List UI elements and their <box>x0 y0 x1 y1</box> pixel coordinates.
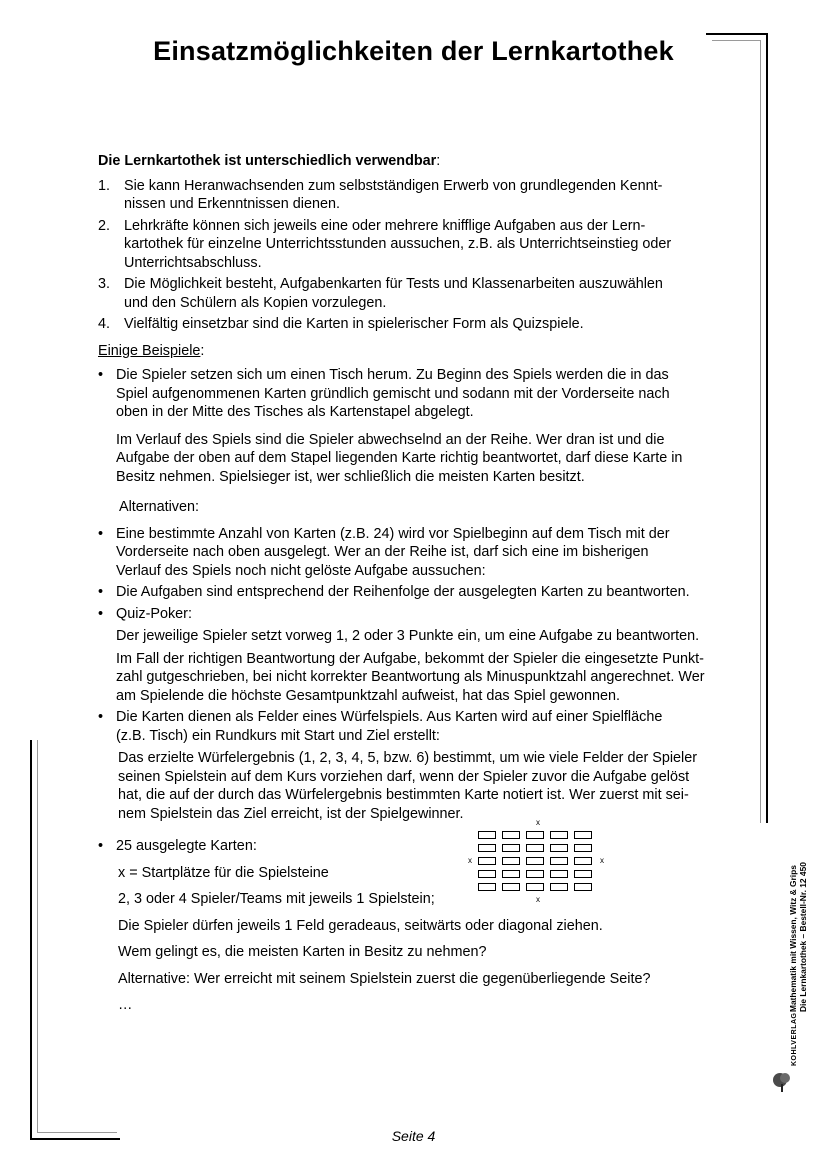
text-line: Verlauf des Spiels noch nicht gelöste Aufgabe aussuchen: <box>116 562 486 579</box>
quiz-paragraph1 <box>116 627 748 646</box>
intro-line <box>98 152 748 171</box>
card-cell <box>502 844 520 852</box>
example1-paragraph2 <box>116 431 748 487</box>
card-cell <box>550 844 568 852</box>
frame-top-right-horizontal <box>706 33 768 35</box>
item-line: Die Möglichkeit besteht, Aufgabenkarten für Tests und Klassenarbeiten auszuwählen <box>124 276 663 292</box>
text-line: Eine bestimmte Anzahl von Karten (z.B. 24) wird vor Spielbeginn auf dem Tisch mit der <box>116 525 670 542</box>
card-cell <box>478 870 496 878</box>
item-line: Vielfältig einsetzbar sind die Karten in spielerischer Form als Quizspiele. <box>124 316 584 332</box>
card-cell <box>478 883 496 891</box>
frame-bottom-left-vertical <box>30 740 32 1140</box>
item-number: 1. <box>98 177 111 194</box>
quiz-paragraph2 <box>116 650 748 706</box>
text-line: 2, 3 oder 4 Spieler/Teams mit jeweils 1 Spielstein; <box>118 891 435 907</box>
publisher-logo-tree-icon <box>770 1070 794 1092</box>
bullet: • <box>98 584 104 600</box>
text-line: x = Startplätze für die Spielsteine <box>118 864 329 881</box>
start-marker-bottom: x <box>536 895 540 904</box>
text-line: oben in der Mitte des Tisches als Kartenstapel abgelegt. <box>116 404 474 420</box>
card-cell <box>526 870 544 878</box>
card-cell <box>550 857 568 865</box>
card-cell <box>526 831 544 839</box>
examples-heading <box>98 342 748 361</box>
intro-colon: : <box>436 153 441 169</box>
text-line: Die Aufgaben sind entsprechend der Reihenfolge der ausgelegten Karten zu beantworten. <box>116 584 690 600</box>
card-cell <box>574 870 592 878</box>
text-line: Die Spieler setzen sich um einen Tisch herum. Zu Beginn des Spiels werden die in das <box>116 367 669 383</box>
start-marker-left: x <box>468 856 472 865</box>
card-cell <box>502 870 520 878</box>
text-line: seinen Spielstein auf dem Kurs vorziehen darf, wenn der Spieler zuvor die Aufgabe gelöst <box>118 768 690 785</box>
text-line: Im Verlauf des Spiels sind die Spieler abwechselnd an der Reihe. Wer dran ist und die <box>116 431 665 448</box>
card-cell <box>574 844 592 852</box>
item-number: 3. <box>98 276 111 292</box>
text-line: zahl gutgeschrieben, bei nicht korrekter Beantwortung als Minuspunktzahl angerechnet. Wer <box>116 669 705 685</box>
list-item <box>98 708 748 823</box>
card-cell <box>574 857 592 865</box>
card-cell <box>574 831 592 839</box>
item-number: 4. <box>98 316 111 332</box>
page-number: Seite 4 <box>391 1128 436 1144</box>
list-item <box>98 275 748 312</box>
bullet: • <box>98 709 104 725</box>
list-item <box>98 177 748 214</box>
text-line: Wem gelingt es, die meisten Karten in Besitz zu nehmen? <box>118 944 487 960</box>
card-cell <box>550 831 568 839</box>
text-line: (z.B. Tisch) ein Rundkurs mit Start und Ziel erstellt: <box>116 727 440 744</box>
list-item <box>98 583 748 602</box>
card-cell <box>478 857 496 865</box>
page-title: Einsatzmöglichkeiten der Lernkartothek <box>153 36 674 66</box>
item-line: nissen und Erkenntnissen dienen. <box>124 196 341 212</box>
text-line: Vorderseite nach oben ausgelegt. Wer an der Reihe ist, darf sich eine im bisherigen <box>116 544 649 560</box>
list-item <box>98 366 748 486</box>
bullet: • <box>98 367 104 383</box>
examples-colon: : <box>200 342 205 359</box>
start-marker-top: x <box>536 818 540 827</box>
card-cell <box>550 883 568 891</box>
text-line: Alternative: Wer erreicht mit seinem Spielstein zuerst die gegenüberliegende Seite? <box>118 970 651 987</box>
card-cell <box>478 844 496 852</box>
examples-list <box>98 366 748 486</box>
text-line: hat, die auf der durch das Würfelergebnis bestimmten Karte notiert ist. Wer zuerst mit sei- <box>118 787 689 803</box>
cards-heading: 25 ausgelegte Karten: <box>116 838 257 854</box>
text-line: Die Spieler dürfen jeweils 1 Feld geradeaus, seitwärts oder diagonal ziehen. <box>118 917 603 934</box>
item-line: und den Schülern als Kopien vorzulegen. <box>124 294 387 311</box>
card-cell <box>526 883 544 891</box>
text-line: Spiel aufgenommenen Karten gründlich gemischt und sodann mit der Vorderseite nach <box>116 385 670 402</box>
text-line: Im Fall der richtigen Beantwortung der Aufgabe, bekommt der Spieler die eingesetzte Punkt- <box>116 650 704 667</box>
text-line: Aufgabe der oben auf dem Stapel liegenden Karte richtig beantwortet, darf diese Karte in <box>116 450 683 466</box>
card-grid-diagram <box>466 819 616 911</box>
card-cell <box>502 883 520 891</box>
quiz-heading: Quiz-Poker: <box>116 605 192 622</box>
text-line: Die Karten dienen als Felder eines Würfelspiels. Aus Karten wird auf einer Spielfläche <box>116 709 663 725</box>
side-order-number: Die Lernkartothek – Bestell-Nr. 12 450 <box>798 862 808 1012</box>
numbered-list <box>98 177 748 334</box>
text-line: Besitz nehmen. Spielsieger ist, wer schließlich die meisten Karten besitzt. <box>116 468 585 485</box>
dice-paragraph <box>116 749 748 823</box>
list-item <box>98 217 748 273</box>
text-line: Der jeweilige Spieler setzt vorweg 1, 2 oder 3 Punkte ein, um eine Aufgabe zu beantworten. <box>116 628 700 644</box>
side-publisher-text <box>788 862 808 1012</box>
frame-top-right-vertical-shadow <box>760 40 761 823</box>
card-cell <box>502 857 520 865</box>
frame-bottom-left-vertical-shadow <box>37 740 38 1132</box>
card-cell <box>526 857 544 865</box>
start-marker-right: x <box>600 856 604 865</box>
main-content <box>98 152 748 1023</box>
bullet: • <box>98 525 104 542</box>
side-series-title: Mathematik mit Wissen, Witz & Grips <box>788 865 798 1012</box>
list-item <box>98 315 748 334</box>
text-line: Das erzielte Würfelergebnis (1, 2, 3, 4, 5, bzw. 6) bestimmt, um wie viele Felder der Spieler <box>118 750 698 766</box>
alternatives-list <box>98 525 748 1015</box>
list-item <box>98 605 748 706</box>
card-cell <box>574 883 592 891</box>
frame-top-right-vertical <box>766 33 768 823</box>
examples-label: Einige Beispiele <box>98 342 201 359</box>
text-line: nem Spielstein das Ziel erreicht, ist der Spielgewinner. <box>118 805 464 822</box>
alternatives-heading: Alternativen: <box>119 499 199 515</box>
list-item <box>98 818 748 1015</box>
card-cell <box>502 831 520 839</box>
intro-bold: Die Lernkartothek ist unterschiedlich verwendbar <box>98 153 437 169</box>
item-line: kartothek für einzelne Unterrichtsstunden aussuchen, z.B. als Unterrichtseinstieg oder <box>124 236 672 252</box>
bullet: • <box>98 605 104 622</box>
item-line: Lehrkräfte können sich jeweils eine oder mehrere knifflige Aufgaben aus der Lern- <box>124 217 646 234</box>
card-cell <box>526 844 544 852</box>
card-cell <box>478 831 496 839</box>
text-line: am Spielende die höchste Gesamtpunktzahl aufweist, hat das Spiel gewonnen. <box>116 687 620 704</box>
card-cell <box>550 870 568 878</box>
item-line: Sie kann Heranwachsenden zum selbstständigen Erwerb von grundlegenden Kennt- <box>124 177 663 194</box>
list-item <box>98 525 748 581</box>
item-line: Unterrichtsabschluss. <box>124 254 262 271</box>
bullet: • <box>98 838 104 854</box>
publisher-logo-text: KOHLVERLAG <box>791 1012 798 1066</box>
text-line: … <box>118 997 133 1013</box>
item-number: 2. <box>98 217 111 234</box>
